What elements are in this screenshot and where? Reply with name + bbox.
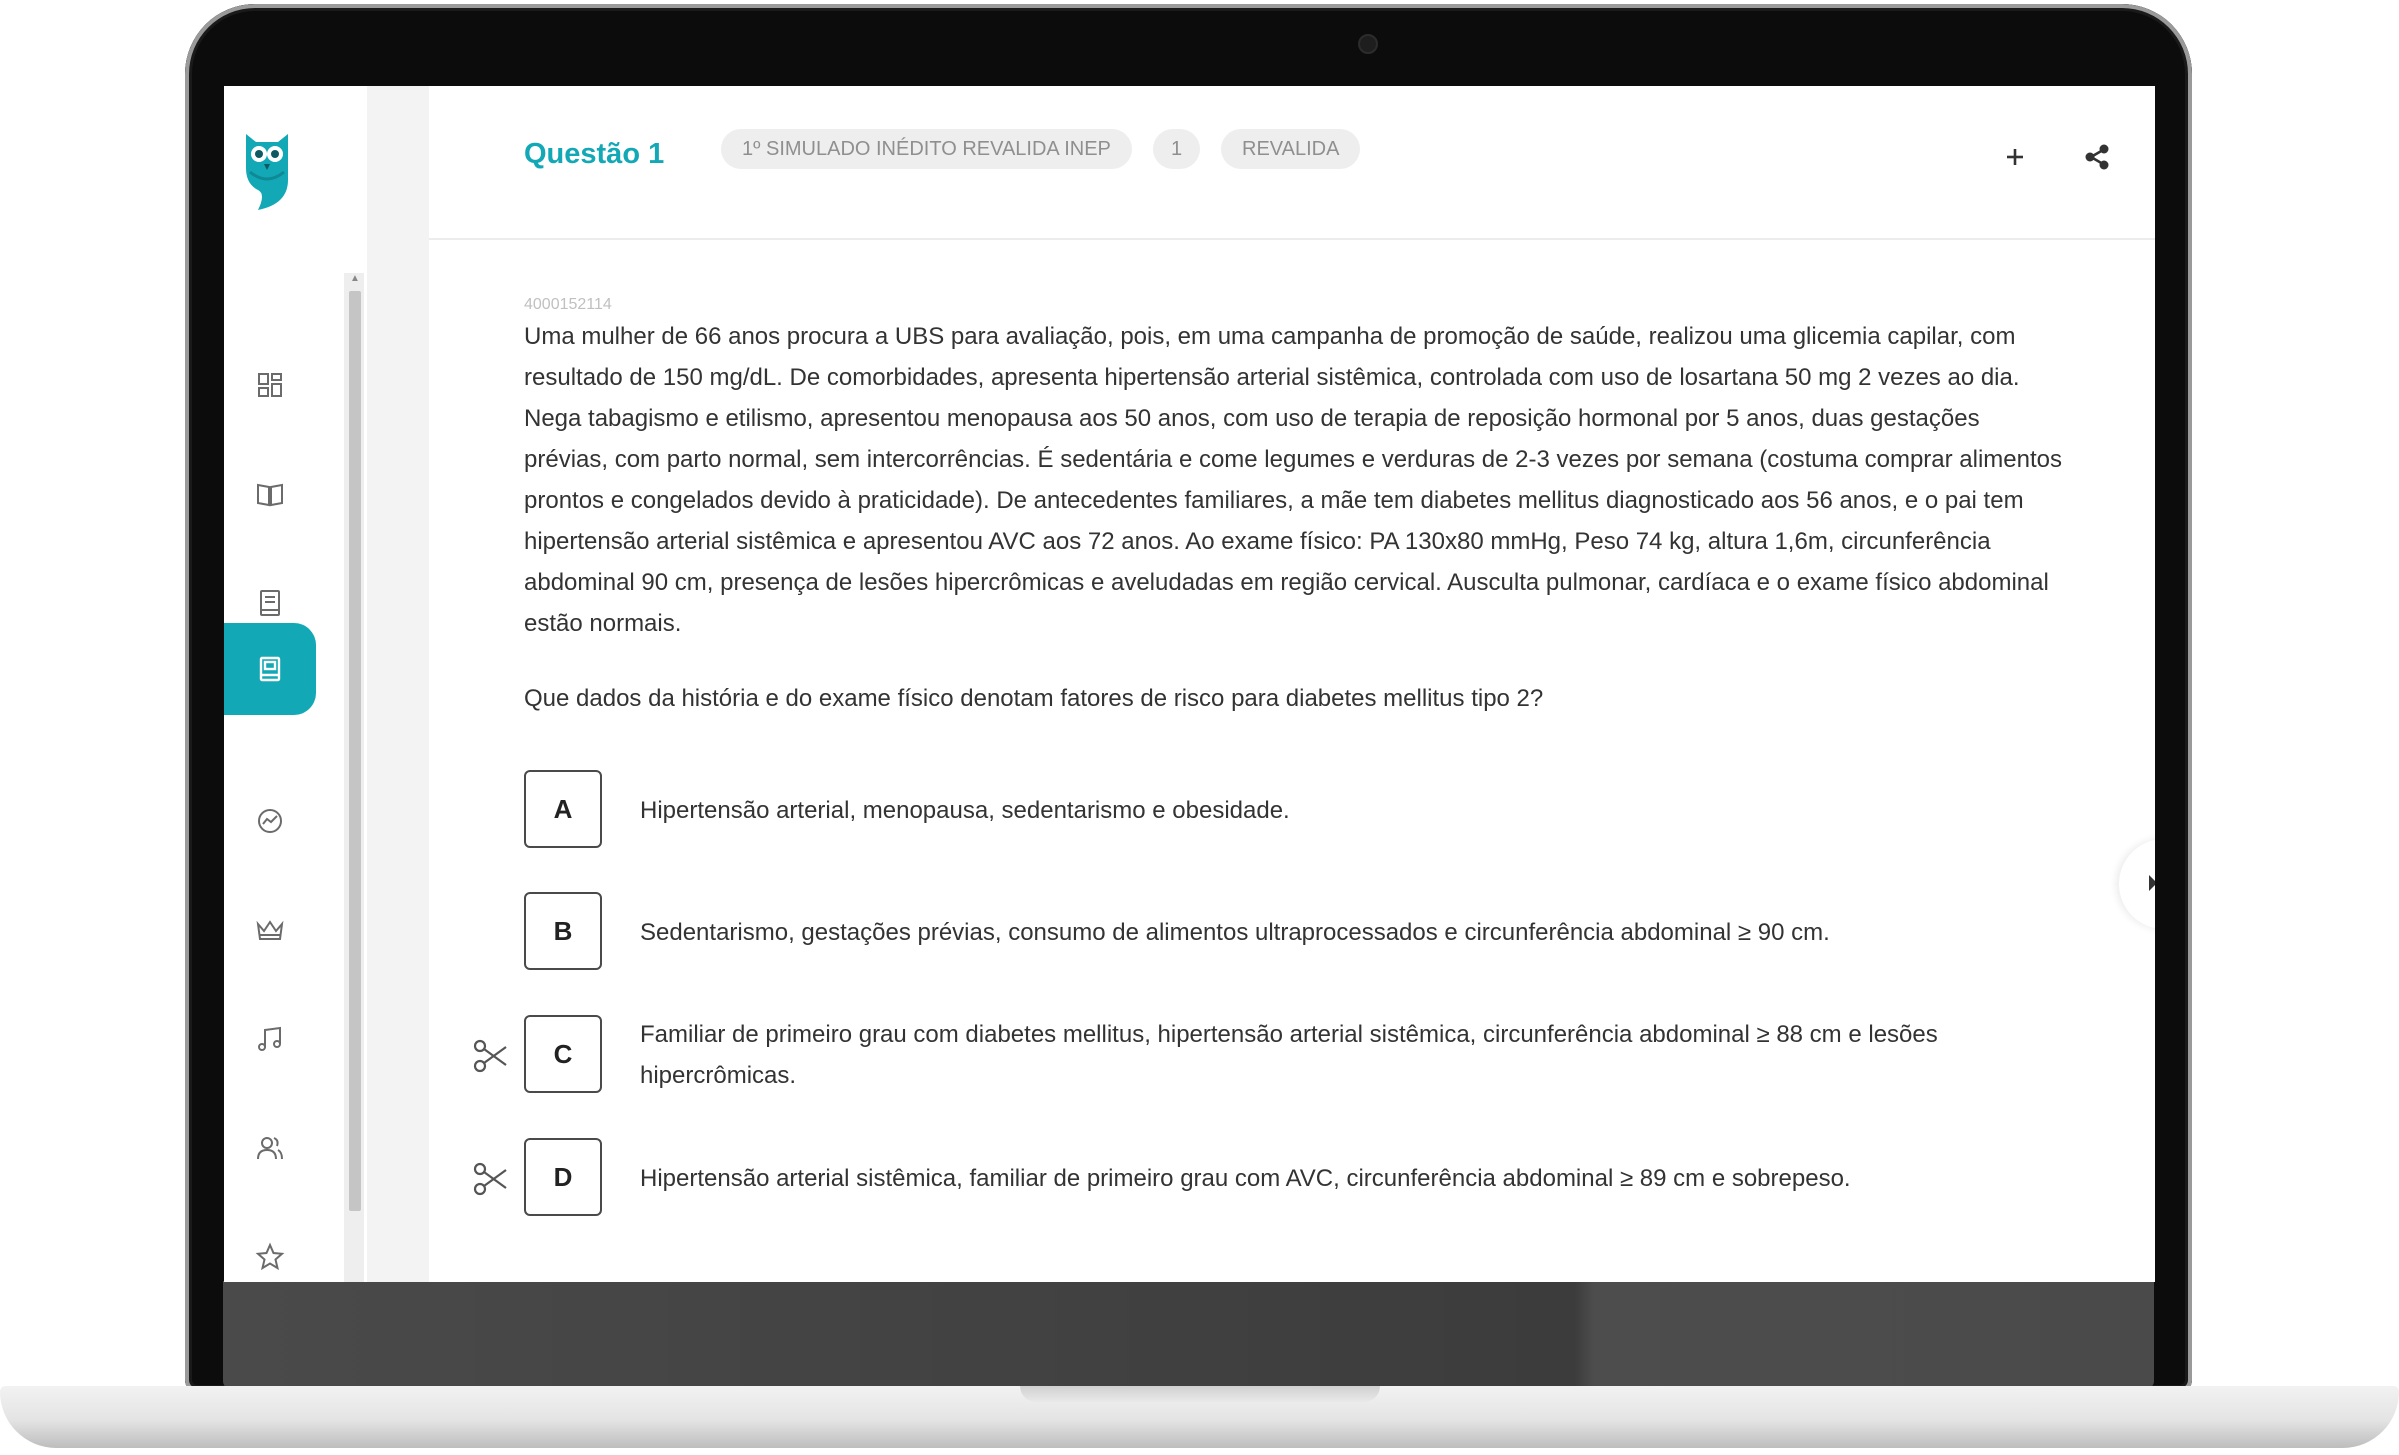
crown-icon xyxy=(254,914,286,946)
app-screen xyxy=(224,86,2155,1282)
scroll-up-icon[interactable]: ▲ xyxy=(350,273,360,284)
sidebar-scroll-thumb[interactable] xyxy=(349,291,361,1211)
users-icon xyxy=(254,1132,286,1164)
music-note-icon xyxy=(254,1023,286,1055)
sidebar-item-performance[interactable] xyxy=(224,775,316,867)
scissors-icon[interactable] xyxy=(472,1037,510,1075)
question-stem: Uma mulher de 66 anos procura a UBS para avaliação, pois, em uma campanha de promoção de saúde, realizou uma glicemia capilar, com resultado de 150 mg/dL. De comorbidades, apresenta hipertensão arterial sistêmica, controlada com uso de losartana 50 mg 2 vezes ao dia. Nega tabagismo e etilismo, apresentou menopausa aos 50 anos, com uso de terapia de reposição hormonal por 5 anos, duas gestações prévias, com parto normal, sem intercorrências. É sedentária e come legumes e verduras de 2-3 vezes por semana (costuma comprar alimentos prontos e congelados devido à praticidade). De antecedentes familiares, a mãe tem diabetes mellitus diagnosticado aos 56 anos, e o pai tem hipertensão arterial sistêmica e apresentou AVC aos 72 anos. Ao exame físico: PA 130x80 mmHg, Peso 74 kg, altura 1,6m, circunferência abdominal 90 cm, presença de lesões hipercrômicas e aveludadas em região cervical. Ausculta pulmonar, cardíaca e o exame físico abdominal estão normais. xyxy=(524,323,2063,637)
option-d[interactable] xyxy=(524,1138,2084,1218)
question-prompt: Que dados da história e do exame físico denotam fatores de risco para diabetes mellitus tipo 2? xyxy=(524,685,1544,712)
owl-logo-icon xyxy=(244,128,290,212)
sidebar-item-favorites[interactable] xyxy=(224,1211,316,1282)
sidebar-item-ranking[interactable] xyxy=(224,884,316,976)
share-icon[interactable] xyxy=(2081,141,2113,173)
option-letter[interactable]: B xyxy=(524,892,602,970)
chip-number[interactable]: 1 xyxy=(1153,129,1200,169)
sidebar-item-questions[interactable] xyxy=(224,623,316,715)
book-open-icon xyxy=(254,478,286,510)
laptop-notch xyxy=(1020,1386,1380,1402)
chevron-right-icon xyxy=(2149,875,2155,891)
star-icon xyxy=(254,1241,286,1273)
notebook-icon xyxy=(254,587,286,619)
camera-icon xyxy=(1358,34,1378,54)
option-c[interactable] xyxy=(524,1015,2084,1095)
option-letter[interactable]: C xyxy=(524,1015,602,1093)
question-id: 4000152114 xyxy=(524,296,612,313)
option-b[interactable] xyxy=(524,892,2084,972)
option-text[interactable]: Hipertensão arterial sistêmica, familiar de primeiro grau com AVC, circunferência abdominal ≥ 89 cm e sobrepeso. xyxy=(640,1164,1851,1192)
question-body xyxy=(524,296,2064,713)
scissors-icon[interactable] xyxy=(472,1160,510,1198)
option-text[interactable]: Hipertensão arterial, menopausa, sedentarismo e obesidade. xyxy=(640,796,1290,824)
option-text[interactable]: Sedentarismo, gestações prévias, consumo de alimentos ultraprocessados e circunferência abdominal ≥ 90 cm. xyxy=(640,918,1830,946)
main-panel xyxy=(429,86,2155,1282)
sidebar-item-dashboard[interactable] xyxy=(224,339,316,431)
option-letter[interactable]: D xyxy=(524,1138,602,1216)
sidebar-item-book[interactable] xyxy=(224,448,316,540)
question-header xyxy=(429,86,2155,240)
add-icon[interactable] xyxy=(1999,141,2031,173)
sidebar-item-community[interactable] xyxy=(224,1102,316,1194)
option-text[interactable]: Familiar de primeiro grau com diabetes mellitus, hipertensão arterial sistêmica, circunferência abdominal ≥ 88 cm e lesões hipercrômicas. xyxy=(640,1021,1938,1089)
performance-icon xyxy=(254,805,286,837)
questions-icon xyxy=(254,653,286,685)
sidebar-item-audio[interactable] xyxy=(224,993,316,1085)
sidebar xyxy=(224,86,367,1282)
dashboard-icon xyxy=(254,369,286,401)
chip-exam[interactable]: 1º SIMULADO INÉDITO REVALIDA INEP xyxy=(721,129,1132,169)
question-title: Questão 1 xyxy=(524,138,665,170)
option-a[interactable] xyxy=(524,770,2084,850)
laptop-bezel xyxy=(223,1281,2154,1389)
sidebar-gutter xyxy=(367,86,429,1282)
chip-revalida[interactable]: REVALIDA xyxy=(1221,129,1360,169)
option-letter[interactable]: A xyxy=(524,770,602,848)
